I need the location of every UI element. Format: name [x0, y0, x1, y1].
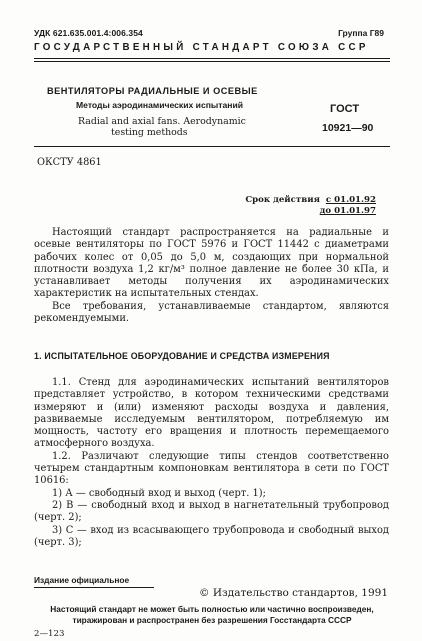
intro-paragraph-1: Настоящий стандарт распространяется на радиальные и осевые вентиляторы по ГОСТ 5976 и ГОСТ 11442 с диаметрами рабочих колес от 0,05 до 5,0 м, создающих при нормальной плотности воздуха 1,2 кг/м³ полное давление не более 30 кПа, и устанавливает методы получения их аэродинамических характеристик на испытательных стендах.: [34, 227, 389, 300]
section-1-body: [34, 377, 389, 549]
document-subtitle: Методы аэродинамических испытаний: [76, 100, 244, 110]
standard-title: ГОСУДАРСТВЕННЫЙ СТАНДАРТ СОЮЗА ССР: [34, 42, 369, 53]
intro-paragraph-2: Все требования, устанавливаемые стандартом, являются рекомендуемыми.: [34, 300, 389, 325]
clause-1-2: 1.2. Различают следующие типы стендов соответственно четырем стандартным компоновкам вентилятора в сети по ГОСТ 10616:: [34, 450, 389, 487]
validity-label: Срок действия: [245, 195, 320, 205]
validity-period: [216, 195, 376, 217]
official-edition-label: Издание официальное: [34, 575, 130, 585]
footer-rule: [34, 587, 154, 588]
gost-number: 10921—90: [322, 122, 374, 134]
section-1-heading: 1. ИСПЫТАТЕЛЬНОЕ ОБОРУДОВАНИЕ И СРЕДСТВА ИЗМЕРЕНИЯ: [34, 351, 330, 361]
list-item-1: 1) А — свободный вход и выход (черт. 1);: [52, 487, 266, 499]
english-title-line2: testing methods: [111, 127, 188, 138]
list-item-3: 3) С — вход из всасывающего трубопровода и свободный выход (черт. 3);: [34, 524, 389, 548]
group-code: Группа Г89: [338, 28, 384, 38]
document-title: ВЕНТИЛЯТОРЫ РАДИАЛЬНЫЕ И ОСЕВЫЕ: [47, 86, 258, 96]
top-rule: [34, 58, 390, 59]
udk-code: УДК 621.635.001.4:006.354: [34, 28, 143, 38]
english-title-line1: Radial and axial fans. Aerodynamic: [78, 116, 246, 127]
validity-from: с 01.01.92: [325, 195, 376, 205]
validity-from-line: [216, 195, 376, 206]
copyright: © Издательство стандартов, 1991: [199, 587, 388, 599]
page-code: 2—123: [34, 629, 65, 639]
list-item-2: 2) В — свободный вход и выход в нагнетательный трубопровод (черт. 2);: [34, 499, 389, 524]
title-block-rule: [34, 146, 390, 147]
intro-text: [34, 227, 389, 325]
gost-label: ГОСТ: [330, 103, 360, 115]
top-rule-2: [34, 61, 390, 62]
clause-1-1: 1.1. Стенд для аэродинамических испытаний вентиляторов представляет устройство, в котором техническими средствами измеряют и (или) изменяют расходы воздуха и давления, развиваемые исследуемым вентилятором, потребляемую им мощность, частоту его вращения и плотность перемещаемого атмосферного воздуха.: [34, 377, 389, 450]
okstu-code: ОКСТУ 4861: [37, 157, 102, 168]
english-title: [78, 116, 278, 138]
reproduction-notice: Настоящий стандарт не может быть полностью или частично воспроизведен, тиражирован и распространен без разрешения Госстандарта СССР: [50, 604, 374, 625]
validity-to: до 01.01.97: [319, 206, 376, 216]
